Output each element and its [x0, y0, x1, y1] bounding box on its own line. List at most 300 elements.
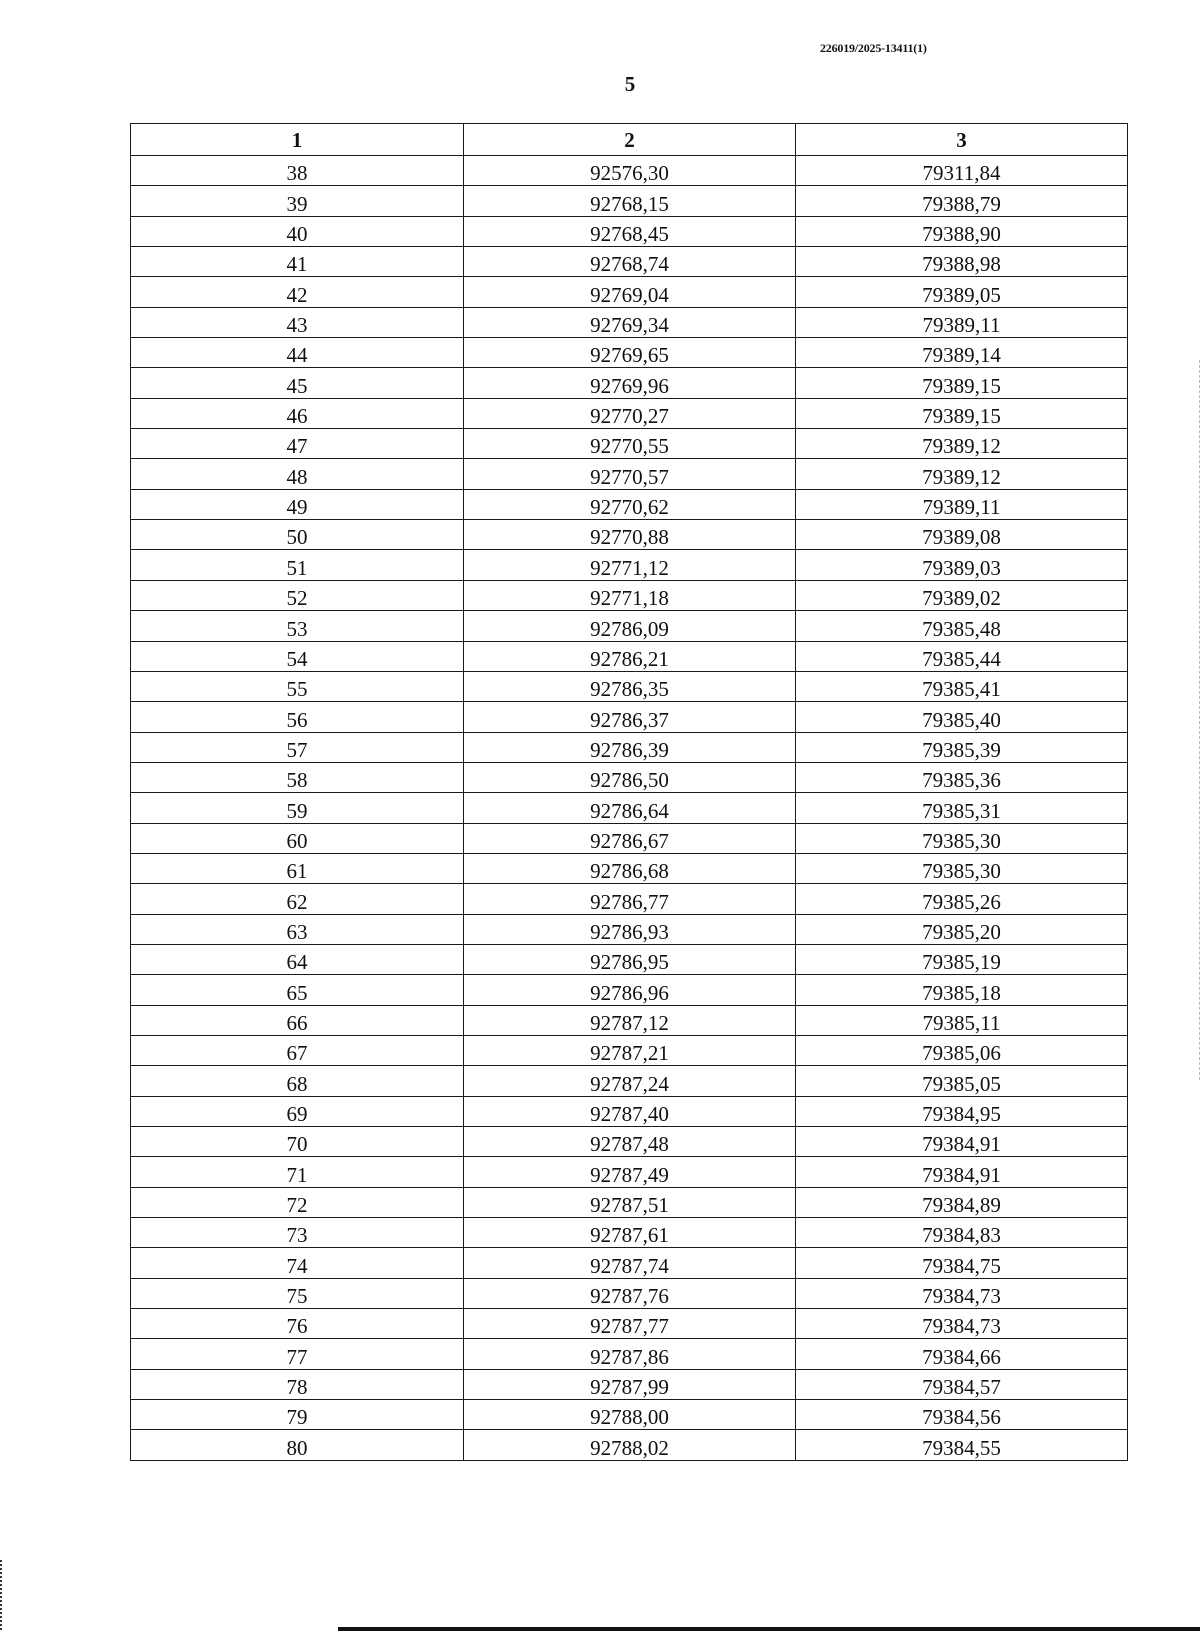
cell-value: 92786,37 — [590, 707, 669, 732]
y-coordinate-cell — [796, 1339, 1128, 1369]
cell-value: 92769,65 — [590, 343, 669, 368]
table-row — [131, 520, 1128, 550]
y-coordinate-cell — [796, 429, 1128, 459]
cell-value: 48 — [286, 464, 308, 489]
cell-value: 92787,86 — [590, 1344, 669, 1369]
cell-value: 46 — [286, 404, 308, 429]
cell-value: 92787,48 — [590, 1132, 669, 1157]
cell-value: 71 — [286, 1162, 308, 1187]
page-number: 5 — [624, 72, 636, 96]
point-number-cell — [131, 1066, 464, 1096]
y-coordinate-cell — [796, 884, 1128, 914]
x-coordinate-cell — [464, 793, 796, 823]
point-number-cell — [131, 914, 464, 944]
cell-value: 79384,56 — [922, 1405, 1001, 1430]
y-coordinate-cell — [796, 1218, 1128, 1248]
cell-value: 65 — [286, 980, 308, 1005]
y-coordinate-cell — [796, 1248, 1128, 1278]
column-header-1: 1 — [131, 124, 464, 156]
cell-value: 92787,76 — [590, 1284, 669, 1309]
cell-value: 92768,74 — [590, 252, 669, 277]
cell-value: 79389,05 — [922, 282, 1001, 307]
cell-value: 47 — [286, 434, 308, 459]
cell-value: 79385,20 — [922, 919, 1001, 944]
y-coordinate-cell — [796, 247, 1128, 277]
table-row — [131, 1005, 1128, 1035]
cell-value: 92786,77 — [590, 889, 669, 914]
cell-value: 79384,73 — [922, 1314, 1001, 1339]
table-row — [131, 914, 1128, 944]
table-row — [131, 368, 1128, 398]
cell-value: 79388,90 — [922, 222, 1001, 247]
cell-value: 79384,95 — [922, 1102, 1001, 1126]
point-number-cell — [131, 1157, 464, 1187]
table-row — [131, 1035, 1128, 1065]
column-header-2: 2 — [464, 124, 796, 156]
point-number-cell — [131, 489, 464, 519]
y-coordinate-cell — [796, 1066, 1128, 1096]
cell-value: 79384,91 — [922, 1132, 1001, 1157]
cell-value: 61 — [286, 859, 308, 884]
x-coordinate-cell — [464, 216, 796, 246]
cell-value: 79385,30 — [922, 859, 1001, 884]
x-coordinate-cell — [464, 641, 796, 671]
x-coordinate-cell — [464, 1005, 796, 1035]
coordinates-table — [130, 123, 1128, 1461]
cell-value: 92787,24 — [590, 1071, 669, 1096]
cell-value: 92768,15 — [590, 191, 669, 216]
table-row — [131, 550, 1128, 580]
y-coordinate-cell — [796, 944, 1128, 974]
document-number: 226019/2025-13411(1) — [820, 41, 927, 55]
x-coordinate-cell — [464, 975, 796, 1005]
cell-value: 69 — [286, 1102, 308, 1126]
point-number-cell — [131, 398, 464, 428]
x-coordinate-cell — [464, 702, 796, 732]
cell-value: 79385,30 — [922, 828, 1001, 853]
cell-value: 92769,34 — [590, 313, 669, 338]
x-coordinate-cell — [464, 1035, 796, 1065]
x-coordinate-cell — [464, 944, 796, 974]
y-coordinate-cell — [796, 277, 1128, 307]
x-coordinate-cell — [464, 1127, 796, 1157]
y-coordinate-cell — [796, 641, 1128, 671]
cell-value: 79385,44 — [922, 646, 1001, 671]
cell-value: 79384,83 — [922, 1223, 1001, 1248]
cell-value: 92787,77 — [590, 1314, 669, 1339]
x-coordinate-cell — [464, 914, 796, 944]
point-number-cell — [131, 1127, 464, 1157]
y-coordinate-cell — [796, 216, 1128, 246]
cell-value: 92787,99 — [590, 1375, 669, 1400]
y-coordinate-cell — [796, 156, 1128, 186]
table-row — [131, 1248, 1128, 1278]
x-coordinate-cell — [464, 550, 796, 580]
y-coordinate-cell — [796, 489, 1128, 519]
point-number-cell — [131, 1187, 464, 1217]
cell-value: 92771,12 — [590, 555, 669, 580]
cell-value: 79311,84 — [922, 161, 1001, 186]
cell-value: 74 — [286, 1253, 308, 1278]
cell-value: 67 — [286, 1041, 308, 1066]
cell-value: 79385,39 — [922, 737, 1001, 762]
point-number-cell — [131, 702, 464, 732]
cell-value: 92787,21 — [590, 1041, 669, 1066]
cell-value: 63 — [286, 919, 308, 944]
x-coordinate-cell — [464, 489, 796, 519]
cell-value: 79385,40 — [922, 707, 1001, 732]
table-row — [131, 975, 1128, 1005]
table-row — [131, 156, 1128, 186]
cell-value: 79385,41 — [922, 677, 1001, 702]
cell-value: 43 — [286, 313, 308, 338]
cell-value: 79385,11 — [922, 1010, 1001, 1035]
y-coordinate-cell — [796, 1430, 1128, 1460]
y-coordinate-cell — [796, 1278, 1128, 1308]
scan-edge-marks-left — [0, 1560, 5, 1630]
x-coordinate-cell — [464, 277, 796, 307]
cell-value: 92770,62 — [590, 495, 669, 520]
cell-value: 79389,12 — [922, 464, 1001, 489]
cell-value: 79389,11 — [922, 495, 1001, 520]
cell-value: 79385,06 — [922, 1041, 1001, 1066]
y-coordinate-cell — [796, 702, 1128, 732]
cell-value: 79389,15 — [922, 404, 1001, 429]
x-coordinate-cell — [464, 1157, 796, 1187]
cell-value: 52 — [286, 586, 308, 611]
point-number-cell — [131, 1096, 464, 1126]
y-coordinate-cell — [796, 1127, 1128, 1157]
y-coordinate-cell — [796, 1309, 1128, 1339]
cell-value: 38 — [286, 161, 308, 186]
cell-value: 80 — [286, 1435, 308, 1460]
cell-value: 92787,40 — [590, 1102, 669, 1126]
cell-value: 45 — [286, 373, 308, 398]
point-number-cell — [131, 944, 464, 974]
cell-value: 92786,50 — [590, 768, 669, 793]
table-header-row — [131, 124, 1128, 156]
table-row — [131, 398, 1128, 428]
x-coordinate-cell — [464, 823, 796, 853]
table-row — [131, 1400, 1128, 1430]
point-number-cell — [131, 459, 464, 489]
cell-value: 77 — [286, 1344, 308, 1369]
cell-value: 92788,02 — [590, 1435, 669, 1460]
column-header-3: 3 — [796, 124, 1128, 156]
x-coordinate-cell — [464, 884, 796, 914]
table-row — [131, 489, 1128, 519]
cell-value: 59 — [286, 798, 308, 823]
y-coordinate-cell — [796, 732, 1128, 762]
table-row — [131, 247, 1128, 277]
point-number-cell — [131, 641, 464, 671]
cell-value: 56 — [286, 707, 308, 732]
cell-value: 92770,88 — [590, 525, 669, 550]
cell-value: 72 — [286, 1193, 308, 1218]
cell-value: 42 — [286, 282, 308, 307]
cell-value: 40 — [286, 222, 308, 247]
cell-value: 79385,31 — [922, 798, 1001, 823]
x-coordinate-cell — [464, 368, 796, 398]
point-number-cell — [131, 1035, 464, 1065]
y-coordinate-cell — [796, 762, 1128, 792]
x-coordinate-cell — [464, 1218, 796, 1248]
cell-value: 79385,05 — [922, 1071, 1001, 1096]
y-coordinate-cell — [796, 398, 1128, 428]
point-number-cell — [131, 429, 464, 459]
table-row — [131, 1157, 1128, 1187]
cell-value: 92786,64 — [590, 798, 669, 823]
table-row — [131, 641, 1128, 671]
table-row — [131, 216, 1128, 246]
table-row — [131, 1309, 1128, 1339]
cell-value: 92786,96 — [590, 980, 669, 1005]
cell-value: 79389,03 — [922, 555, 1001, 580]
x-coordinate-cell — [464, 1187, 796, 1217]
cell-value: 60 — [286, 828, 308, 853]
table-row — [131, 1127, 1128, 1157]
cell-value: 54 — [286, 646, 308, 671]
cell-value: 79384,89 — [922, 1193, 1001, 1218]
point-number-cell — [131, 156, 464, 186]
y-coordinate-cell — [796, 975, 1128, 1005]
y-coordinate-cell — [796, 459, 1128, 489]
point-number-cell — [131, 338, 464, 368]
cell-value: 79389,11 — [922, 313, 1001, 338]
point-number-cell — [131, 823, 464, 853]
y-coordinate-cell — [796, 1369, 1128, 1399]
cell-value: 92770,55 — [590, 434, 669, 459]
point-number-cell — [131, 550, 464, 580]
cell-value: 92787,61 — [590, 1223, 669, 1248]
cell-value: 79385,18 — [922, 980, 1001, 1005]
cell-value: 51 — [286, 555, 308, 580]
cell-value: 73 — [286, 1223, 308, 1248]
y-coordinate-cell — [796, 1005, 1128, 1035]
y-coordinate-cell — [796, 793, 1128, 823]
table-row — [131, 884, 1128, 914]
x-coordinate-cell — [464, 1309, 796, 1339]
cell-value: 79384,66 — [922, 1344, 1001, 1369]
table-row — [131, 762, 1128, 792]
x-coordinate-cell — [464, 1066, 796, 1096]
cell-value: 49 — [286, 495, 308, 520]
cell-value: 92787,12 — [590, 1010, 669, 1035]
y-coordinate-cell — [796, 368, 1128, 398]
x-coordinate-cell — [464, 611, 796, 641]
point-number-cell — [131, 1400, 464, 1430]
cell-value: 55 — [286, 677, 308, 702]
point-number-cell — [131, 520, 464, 550]
x-coordinate-cell — [464, 1339, 796, 1369]
cell-value: 79389,02 — [922, 586, 1001, 611]
table-row — [131, 1369, 1128, 1399]
table-row — [131, 338, 1128, 368]
cell-value: 92787,74 — [590, 1253, 669, 1278]
point-number-cell — [131, 580, 464, 610]
cell-value: 92787,51 — [590, 1193, 669, 1218]
x-coordinate-cell — [464, 186, 796, 216]
x-coordinate-cell — [464, 762, 796, 792]
bottom-rule — [338, 1627, 1200, 1631]
table-row — [131, 186, 1128, 216]
point-number-cell — [131, 1430, 464, 1460]
y-coordinate-cell — [796, 307, 1128, 337]
point-number-cell — [131, 1005, 464, 1035]
cell-value: 92787,49 — [590, 1162, 669, 1187]
x-coordinate-cell — [464, 853, 796, 883]
table-row — [131, 307, 1128, 337]
cell-value: 75 — [286, 1284, 308, 1309]
point-number-cell — [131, 216, 464, 246]
y-coordinate-cell — [796, 1400, 1128, 1430]
cell-value: 92576,30 — [590, 161, 669, 186]
cell-value: 79384,57 — [922, 1375, 1001, 1400]
cell-value: 92786,21 — [590, 646, 669, 671]
x-coordinate-cell — [464, 1096, 796, 1126]
y-coordinate-cell — [796, 338, 1128, 368]
table-row — [131, 702, 1128, 732]
cell-value: 79389,14 — [922, 343, 1001, 368]
table-body — [131, 156, 1128, 1461]
point-number-cell — [131, 1369, 464, 1399]
x-coordinate-cell — [464, 1369, 796, 1399]
cell-value: 92786,39 — [590, 737, 669, 762]
cell-value: 79389,12 — [922, 434, 1001, 459]
x-coordinate-cell — [464, 247, 796, 277]
y-coordinate-cell — [796, 823, 1128, 853]
table-row — [131, 1096, 1128, 1126]
x-coordinate-cell — [464, 156, 796, 186]
x-coordinate-cell — [464, 520, 796, 550]
cell-value: 92768,45 — [590, 222, 669, 247]
table-row — [131, 944, 1128, 974]
y-coordinate-cell — [796, 611, 1128, 641]
cell-value: 92786,95 — [590, 950, 669, 975]
cell-value: 92770,27 — [590, 404, 669, 429]
cell-value: 79384,55 — [922, 1435, 1001, 1460]
y-coordinate-cell — [796, 186, 1128, 216]
x-coordinate-cell — [464, 398, 796, 428]
y-coordinate-cell — [796, 1187, 1128, 1217]
table-row — [131, 732, 1128, 762]
cell-value: 62 — [286, 889, 308, 914]
point-number-cell — [131, 1309, 464, 1339]
table-row — [131, 793, 1128, 823]
y-coordinate-cell — [796, 520, 1128, 550]
x-coordinate-cell — [464, 1248, 796, 1278]
cell-value: 79385,48 — [922, 616, 1001, 641]
cell-value: 68 — [286, 1071, 308, 1096]
cell-value: 53 — [286, 616, 308, 641]
x-coordinate-cell — [464, 429, 796, 459]
table-row — [131, 1278, 1128, 1308]
cell-value: 41 — [286, 252, 308, 277]
cell-value: 79385,26 — [922, 889, 1001, 914]
table-row — [131, 1430, 1128, 1460]
x-coordinate-cell — [464, 1430, 796, 1460]
table-row — [131, 277, 1128, 307]
cell-value: 79384,73 — [922, 1284, 1001, 1309]
cell-value: 92769,04 — [590, 282, 669, 307]
table-row — [131, 580, 1128, 610]
point-number-cell — [131, 368, 464, 398]
cell-value: 66 — [286, 1010, 308, 1035]
cell-value: 79389,15 — [922, 373, 1001, 398]
point-number-cell — [131, 247, 464, 277]
point-number-cell — [131, 671, 464, 701]
cell-value: 79385,19 — [922, 950, 1001, 975]
cell-value: 79385,36 — [922, 768, 1001, 793]
x-coordinate-cell — [464, 580, 796, 610]
cell-value: 92786,35 — [590, 677, 669, 702]
cell-value: 79384,91 — [922, 1162, 1001, 1187]
cell-value: 79389,08 — [922, 525, 1001, 550]
x-coordinate-cell — [464, 732, 796, 762]
cell-value: 92786,67 — [590, 828, 669, 853]
cell-value: 58 — [286, 768, 308, 793]
y-coordinate-cell — [796, 1157, 1128, 1187]
table-row — [131, 429, 1128, 459]
point-number-cell — [131, 307, 464, 337]
point-number-cell — [131, 853, 464, 883]
y-coordinate-cell — [796, 580, 1128, 610]
x-coordinate-cell — [464, 1400, 796, 1430]
point-number-cell — [131, 1218, 464, 1248]
cell-value: 92770,57 — [590, 464, 669, 489]
cell-value: 70 — [286, 1132, 308, 1157]
table-row — [131, 1339, 1128, 1369]
cell-value: 79384,75 — [922, 1253, 1001, 1278]
table-row — [131, 1187, 1128, 1217]
table-row — [131, 611, 1128, 641]
y-coordinate-cell — [796, 671, 1128, 701]
cell-value: 92786,68 — [590, 859, 669, 884]
cell-value: 79388,79 — [922, 191, 1001, 216]
point-number-cell — [131, 1248, 464, 1278]
y-coordinate-cell — [796, 1035, 1128, 1065]
table-row — [131, 459, 1128, 489]
table-row — [131, 1066, 1128, 1096]
y-coordinate-cell — [796, 1096, 1128, 1126]
y-coordinate-cell — [796, 914, 1128, 944]
point-number-cell — [131, 186, 464, 216]
x-coordinate-cell — [464, 459, 796, 489]
cell-value: 92786,09 — [590, 616, 669, 641]
cell-value: 44 — [286, 343, 308, 368]
y-coordinate-cell — [796, 853, 1128, 883]
x-coordinate-cell — [464, 1278, 796, 1308]
cell-value: 92769,96 — [590, 373, 669, 398]
x-coordinate-cell — [464, 338, 796, 368]
point-number-cell — [131, 611, 464, 641]
x-coordinate-cell — [464, 307, 796, 337]
point-number-cell — [131, 1339, 464, 1369]
y-coordinate-cell — [796, 550, 1128, 580]
table-row — [131, 853, 1128, 883]
cell-value: 50 — [286, 525, 308, 550]
point-number-cell — [131, 762, 464, 792]
cell-value: 92788,00 — [590, 1405, 669, 1430]
point-number-cell — [131, 975, 464, 1005]
cell-value: 92771,18 — [590, 586, 669, 611]
cell-value: 64 — [286, 950, 308, 975]
table-row — [131, 1218, 1128, 1248]
point-number-cell — [131, 884, 464, 914]
cell-value: 92786,93 — [590, 919, 669, 944]
point-number-cell — [131, 793, 464, 823]
cell-value: 79388,98 — [922, 252, 1001, 277]
